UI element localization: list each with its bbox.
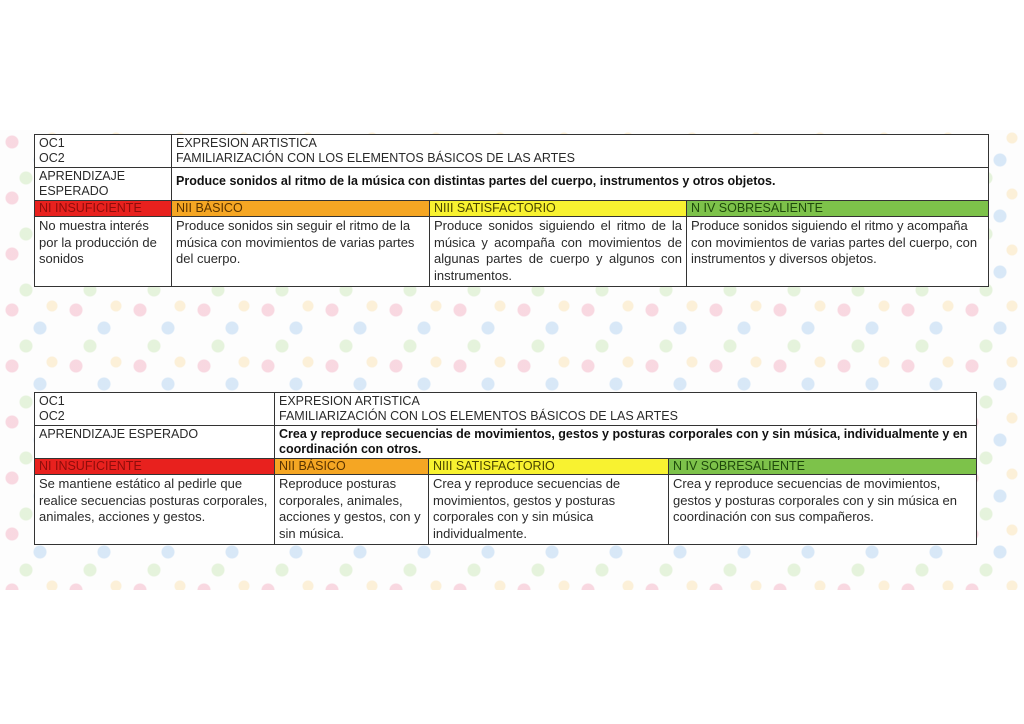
levels-row xyxy=(35,201,989,217)
aprendizaje-text: Crea y reproduce secuencias de movimientos, gestos y posturas corporales con y sin música, individualmente y en coordinación con otros. xyxy=(275,426,977,459)
organizador-header: FAMILIARIZACIÓN CON LOS ELEMENTOS BÁSICOS DE LAS ARTES xyxy=(176,151,575,165)
code-oc1: OC1 xyxy=(39,394,65,408)
headers-cell xyxy=(172,135,989,168)
desc-sobresaliente: Crea y reproduce secuencias de movimientos, gestos y posturas corporales con y sin música en coordinación con sus compañeros. xyxy=(669,475,977,545)
descriptions-row xyxy=(35,475,977,545)
level-insuficiente: NI INSUFICIENTE xyxy=(35,201,172,217)
aprendizaje-label: APRENDIZAJE ESPERADO xyxy=(35,168,172,201)
aprendizaje-row xyxy=(35,426,977,459)
desc-insuficiente: Se mantiene estático al pedirle que realice secuencias posturas corporales, animales, acciones y gestos. xyxy=(35,475,275,545)
aprendizaje-row xyxy=(35,168,989,201)
level-insuficiente: NI INSUFICIENTE xyxy=(35,459,275,475)
desc-insuficiente: No muestra interés por la producción de sonidos xyxy=(35,217,172,287)
level-sobresaliente: N IV SOBRESALIENTE xyxy=(669,459,977,475)
aprendizaje-text: Produce sonidos al ritmo de la música con distintas partes del cuerpo, instrumentos y otros objetos. xyxy=(172,168,989,201)
headers-cell xyxy=(275,393,977,426)
rubric-table-2 xyxy=(34,392,977,545)
organizador-header: FAMILIARIZACIÓN CON LOS ELEMENTOS BÁSICOS DE LAS ARTES xyxy=(279,409,678,423)
aprendizaje-label: APRENDIZAJE ESPERADO xyxy=(35,426,275,459)
level-basico: NII BÁSICO xyxy=(172,201,430,217)
competency-row xyxy=(35,135,989,168)
desc-sobresaliente: Produce sonidos siguiendo el ritmo y acompaña con movimientos de varias partes del cuerpo, con instrumentos y diversos objetos. xyxy=(687,217,989,287)
campo-header: EXPRESION ARTISTICA xyxy=(279,394,420,408)
level-satisfactorio: NIII SATISFACTORIO xyxy=(430,201,687,217)
level-satisfactorio: NIII SATISFACTORIO xyxy=(429,459,669,475)
code-oc2: OC2 xyxy=(39,151,65,165)
campo-header: EXPRESION ARTISTICA xyxy=(176,136,317,150)
desc-basico: Produce sonidos sin seguir el ritmo de la música con movimientos de varias partes del cuerpo. xyxy=(172,217,430,287)
levels-row xyxy=(35,459,977,475)
code-oc1: OC1 xyxy=(39,136,65,150)
codes-cell xyxy=(35,135,172,168)
codes-cell xyxy=(35,393,275,426)
descriptions-row xyxy=(35,217,989,287)
desc-basico: Reproduce posturas corporales, animales, acciones y gestos, con y sin música. xyxy=(275,475,429,545)
level-sobresaliente: N IV SOBRESALIENTE xyxy=(687,201,989,217)
desc-satisfactorio: Produce sonidos siguiendo el ritmo de la música y acompaña con movimientos de algunas partes de cuerpo y algunos con instrumentos. xyxy=(430,217,687,287)
level-basico: NII BÁSICO xyxy=(275,459,429,475)
desc-satisfactorio: Crea y reproduce secuencias de movimientos, gestos y posturas corporales con y sin música individualmente. xyxy=(429,475,669,545)
rubric-table-1 xyxy=(34,134,989,287)
competency-row xyxy=(35,393,977,426)
code-oc2: OC2 xyxy=(39,409,65,423)
